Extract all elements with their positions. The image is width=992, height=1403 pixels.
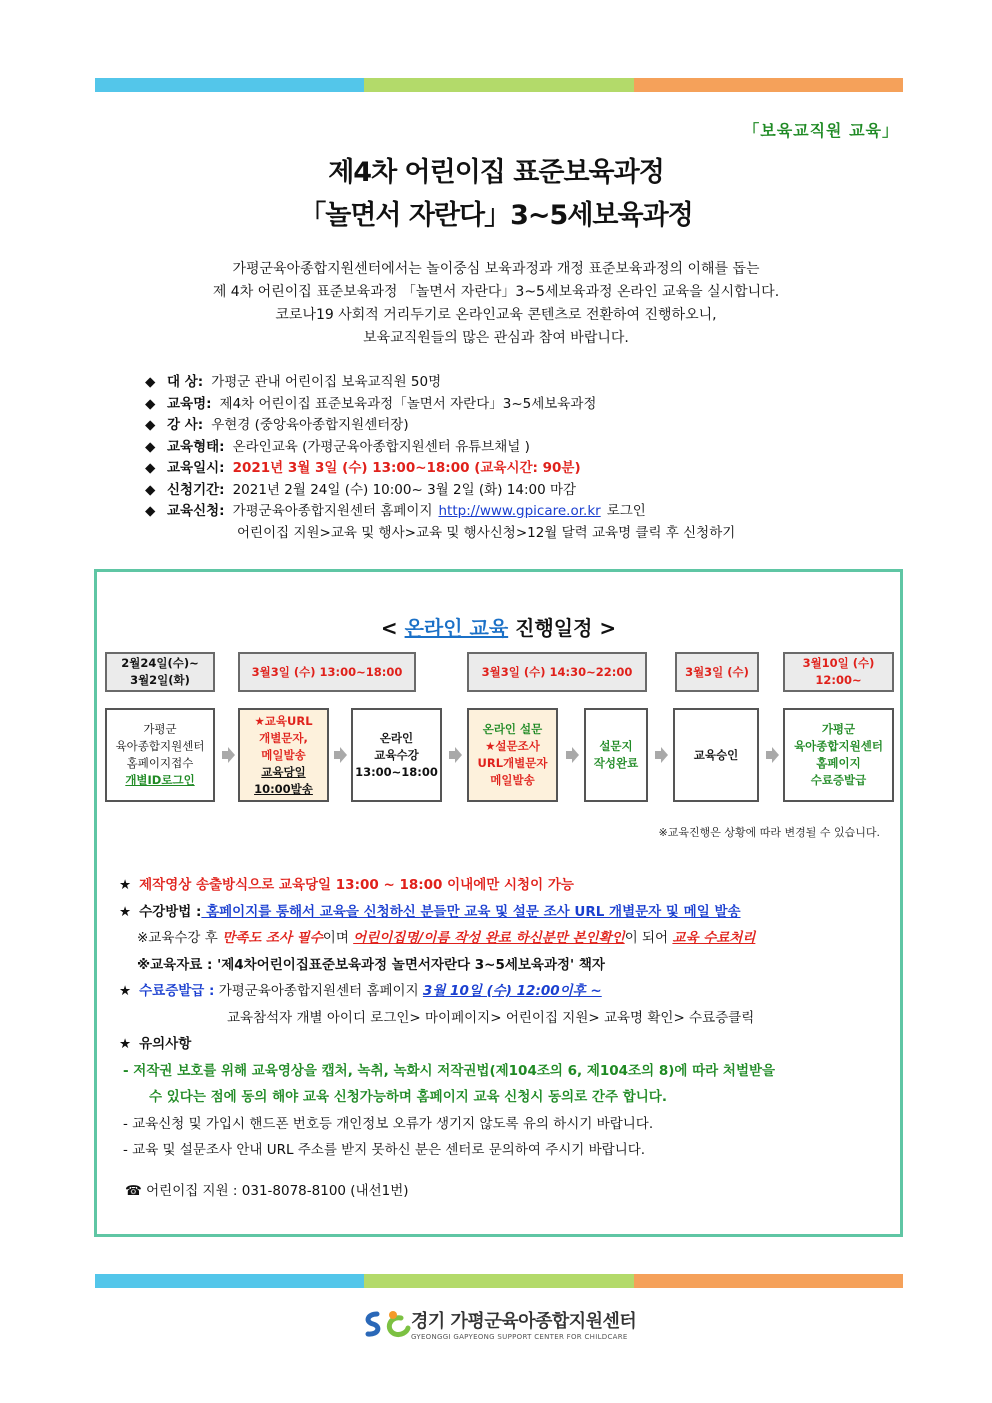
diamond-bullet-icon: ◆ — [145, 460, 156, 476]
title-line-2: 「놀면서 자란다」3~5세보육과정 — [299, 200, 693, 231]
note-line: ★ 유의사항 — [119, 1036, 192, 1052]
step-approval: 교육승인 — [673, 708, 759, 802]
star-icon: ★ — [119, 903, 132, 920]
arrow-right-icon — [566, 747, 579, 763]
intro-line: 코로나19 사회적 거리두기로 온라인교육 콘텐츠로 전환하여 진행하오니, — [275, 307, 717, 323]
schedule-date-2: 3월3일 (수) 13:00~18:00 — [238, 652, 416, 692]
step-survey-sent: 온라인 설문 ★설문조사 URL개별문자 메일발송 — [467, 708, 558, 802]
step-registration: 가평군 육아종합지원센터 홈페이지접수 개별ID로그인 — [105, 708, 215, 802]
arrow-right-icon — [655, 747, 668, 763]
title-line-1: 제4차 어린이집 표준보육과정 — [328, 157, 664, 188]
schedule-note: ※교육진행은 상황에 따라 변경될 수 있습니다. — [658, 826, 880, 839]
intro-line: 보육교직원들의 많은 관심과 참여 바랍니다. — [363, 330, 629, 346]
schedule-title: < 온라인 교육 진행일정 > — [380, 616, 617, 640]
arrow-right-icon — [222, 747, 235, 763]
info-apply-path: 어린이집 지원>교육 및 행사>교육 및 행사신청>12월 달력 교육명 클릭 후 신청하기 — [237, 524, 736, 541]
note-line: ※교육수강 후 만족도 조사 필수이며 어린이집명/이름 작성 완료 하신분만 본인확인이 되어 교육 수료처리 — [137, 930, 756, 946]
info-lecturer: ◆ 강 사: 우현경 (중앙육아종합지원센터장) — [145, 415, 865, 437]
diamond-bullet-icon: ◆ — [145, 438, 156, 455]
note-line: ※교육자료 : '제4차어린이집표준보육과정 놀면서자란다 3~5세보육과정' 책자 — [137, 956, 605, 973]
center-name-english: GYEONGGI GAPYEONG SUPPORT CENTER FOR CHILDCARE — [411, 1333, 628, 1341]
homepage-link[interactable]: http://www.gpicare.or.kr — [438, 503, 601, 519]
step-certificate: 가평군 육아종합지원센터 홈페이지 수료증발급 — [783, 708, 894, 802]
arrow-right-icon — [334, 747, 347, 763]
star-icon: ★ — [119, 1036, 132, 1052]
footer-logo — [363, 1307, 636, 1341]
info-apply-period: ◆ 신청기간: 2021년 2월 24일 (수) 10:00~ 3월 2일 (화) 14:00 마감 — [145, 480, 865, 502]
diamond-bullet-icon: ◆ — [145, 503, 156, 519]
note-line: ★ 수료증발급 : 가평군육아종합지원센터 홈페이지 3월 10일 (수) 12:00이후 ~ — [119, 983, 602, 999]
note-line: ★ 수강방법 : 홈페이지를 통해서 교육을 신청하신 분들만 교육 및 설문 조사 URL 개별문자 및 메일 발송 — [119, 903, 741, 920]
info-list — [145, 372, 865, 544]
info-target: ◆ 대 상: 가평군 관내 어린이집 보육교직원 50명 — [145, 372, 865, 394]
star-icon: ★ — [119, 877, 132, 893]
intro-line: 제 4차 어린이집 표준보육과정 「놀면서 자란다」3~5세보육과정 온라인 교육을 실시합니다. — [212, 284, 780, 300]
star-icon: ★ — [119, 983, 132, 999]
schedule-date-3: 3월3일 (수) 14:30~22:00 — [467, 652, 647, 692]
diamond-bullet-icon: ◆ — [145, 481, 156, 498]
note-line: - 저작권 보호를 위해 교육영상을 캡처, 녹취, 녹화시 저작권법(제104조의 6, 제104조의 8)에 따라 처벌받을 — [123, 1062, 776, 1079]
diamond-bullet-icon: ◆ — [145, 395, 156, 412]
phone-line: ☎ 어린이집 지원 : 031-8078-8100 (내선1번) — [125, 1182, 409, 1199]
step-survey-complete: 설문지 작성완료 — [584, 708, 648, 802]
notes-section — [119, 872, 889, 1204]
intro-line: 가평군육아종합지원센터에서는 놀이중심 보육과정과 개정 표준보육과정의 이해를 돕는 — [232, 261, 760, 277]
note-line: - 교육 및 설문조사 안내 URL 주소를 받지 못하신 분은 센터로 문의하여 주시기 바랍니다. — [123, 1142, 646, 1158]
arrow-right-icon — [449, 747, 462, 763]
info-date: ◆ 교육일시: 2021년 3월 3일 (수) 13:00~18:00 (교육시간: 90분) — [145, 458, 865, 480]
info-apply: ◆ 교육신청: 가평군육아종합지원센터 홈페이지 http://www.gpicare.or.kr 로그인 — [145, 501, 865, 523]
arrow-right-icon — [766, 747, 779, 763]
note-line: 교육참석자 개별 아이디 로그인> 마이페이지> 어린이집 지원> 교육명 확인> 수료증클릭 — [227, 1009, 755, 1026]
step-url-sent: ★교육URL 개별문자, 메일발송 교육당일 10:00발송 — [238, 708, 329, 802]
schedule-date-4: 3월3일 (수) — [675, 652, 759, 692]
info-format: ◆ 교육형태: 온라인교육 (가평군육아종합지원센터 유튜브채널 ) — [145, 437, 865, 459]
schedule-date-1: 2월24일(수)~ 3월2일(화) — [105, 652, 215, 692]
note-line: - 교육신청 및 가입시 핸드폰 번호등 개인정보 오류가 생기지 않도록 유의 하시기 바랍니다. — [123, 1115, 654, 1132]
bottom-color-stripe — [95, 1274, 903, 1288]
note-line: ★ 제작영상 송출방식으로 교육당일 13:00 ~ 18:00 이내에만 시청이 가능 — [119, 877, 574, 893]
note-line: 수 있다는 점에 동의 해야 교육 신청가능하며 홈페이지 교육 신청시 동의로 간주 합니다. — [149, 1089, 667, 1105]
diamond-bullet-icon: ◆ — [145, 374, 156, 390]
center-logo-icon — [363, 1308, 411, 1340]
step-online-course: 온라인 교육수강 13:00~18:00 — [351, 708, 442, 802]
diamond-bullet-icon: ◆ — [145, 417, 156, 433]
category-tag: 「보육교직원 교육」 — [743, 121, 899, 140]
intro-paragraph — [0, 258, 992, 350]
schedule-panel — [94, 569, 903, 1237]
top-color-stripe — [95, 78, 903, 92]
info-course: ◆ 교육명: 제4차 어린이집 표준보육과정「놀면서 자란다」3~5세보육과정 — [145, 394, 865, 416]
schedule-date-5: 3월10일 (수) 12:00~ — [783, 652, 894, 692]
center-name: 경기 가평군육아종합지원센터 — [411, 1311, 637, 1332]
